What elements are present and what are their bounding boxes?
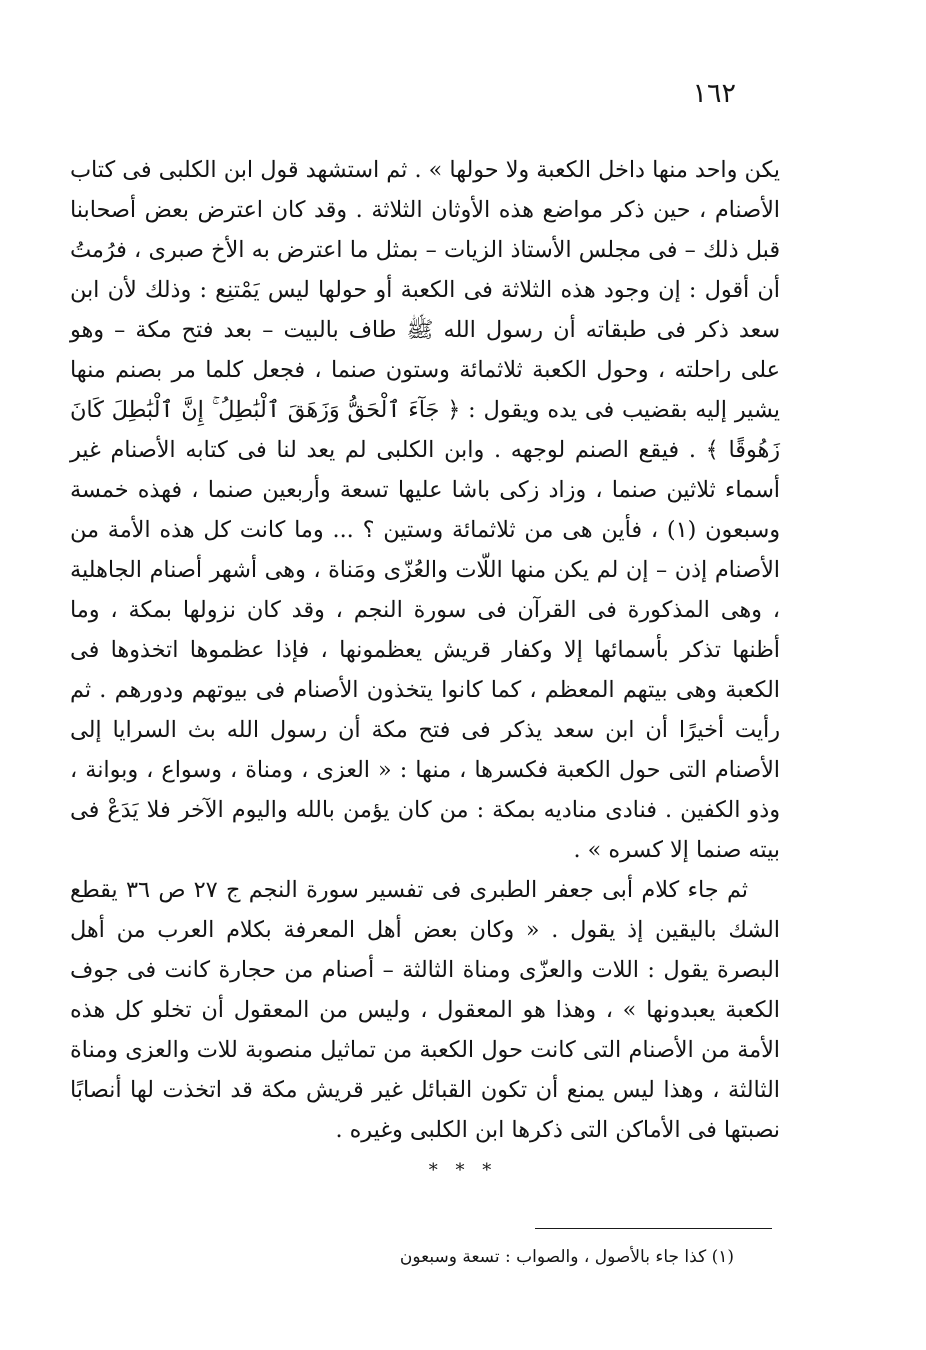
body-text (70, 150, 780, 1150)
page-number: ١٦٢ (692, 78, 736, 109)
footnote: (١) كذا جاء بالأصول ، والصواب : تسعة وسبعون (399, 1247, 734, 1267)
footnote-divider (535, 1228, 772, 1229)
paragraph-1: يكن واحد منها داخل الكعبة ولا حولها » . ثم استشهد قول ابن الكلبى فى كتاب الأصنام ، حين ذكر مواضع هذه الأوثان الثلاثة . وقد كان اعترض بعض أصحابنا قبل ذلك – فى مجلس الأستاذ الزيات – بمثل ما اعترض به الأخ صبرى ، فرُمتُ أن أقول : إن وجود هذه الثلاثة فى الكعبة أو حولها ليس يَمْتنِع : وذلك لأن ابن سعد ذكر فى طبقاته أن رسول الله ﷺ طاف بالبيت – بعد فتح مكة – وهو على راحلته ، وحول الكعبة ثلاثمائة وستون صنما ، فجعل كلما مر بصنم منها يشير إليه بقضيب فى يده ويقول : ﴿ جَآءَ ٱلْحَقُّ وَزَهَقَ ٱلْبَٰطِلُ ۚ إِنَّ ٱلْبَٰطِلَ كَانَ زَهُوقًا ﴾ . فيقع الصنم لوجهه . وابن الكلبى لم يعد لنا فى كتابه الأصنام غير أسماء ثلاثين صنما ، وزاد زكى باشا عليها تسعة وأربعين صنما ، فهذه خمسة وسبعون (١) ، فأين هى من ثلاثمائة وستين ؟ ... وما كانت كل هذه الأمة من الأصنام إذن – إن لم يكن منها اللّات والعُزّى ومَناة ، وهى أشهر أصنام الجاهلية ، وهى المذكورة فى القرآن فى سورة النجم ، وقد كان نزولها بمكة ، وما أظنها تذكر بأسمائها إلا وكفار قريش يعظمونها ، فإذا عظموها اتخذوها فى الكعبة وهى بيتهم المعظم ، كما كانوا يتخذون الأصنام فى بيوتهم ودورهم . ثم رأيت أخيرًا أن ابن سعد يذكر فى فتح مكة أن رسول الله بث السرايا إلى الأصنام التى حول الكعبة فكسرها ، منها : « العزى ، ومناة ، وسواع ، وبوانة ، وذو الكفين . فنادى مناديه بمكة : من كان يؤمن بالله واليوم الآخر فلا يَدَعْ فى بيته صنما إلا كسره » . (70, 157, 780, 863)
section-separator: * * * (428, 1160, 498, 1181)
paragraph-2: ثم جاء كلام أبى جعفر الطبرى فى تفسير سورة النجم ج ٢٧ ص ٣٦ يقطع الشك باليقين إذ يقول . « وكان بعض أهل المعرفة بكلام العرب من أهل البصرة يقول : اللات والعزّى ومناة الثالثة – أصنام من حجارة كانت فى جوف الكعبة يعبدونها » ، وهذا هو المعقول ، وليس من المعقول أن تخلو كل هذه الأمة من الأصنام التى كانت حول الكعبة من تماثيل منصوبة للات والعزى ومناة الثالثة ، وهذا ليس يمنع أن تكون القبائل غير قريش مكة قد اتخذت لها أنصابًا نصبتها فى الأماكن التى ذكرها ابن الكلبى وغيره . (70, 877, 780, 1143)
